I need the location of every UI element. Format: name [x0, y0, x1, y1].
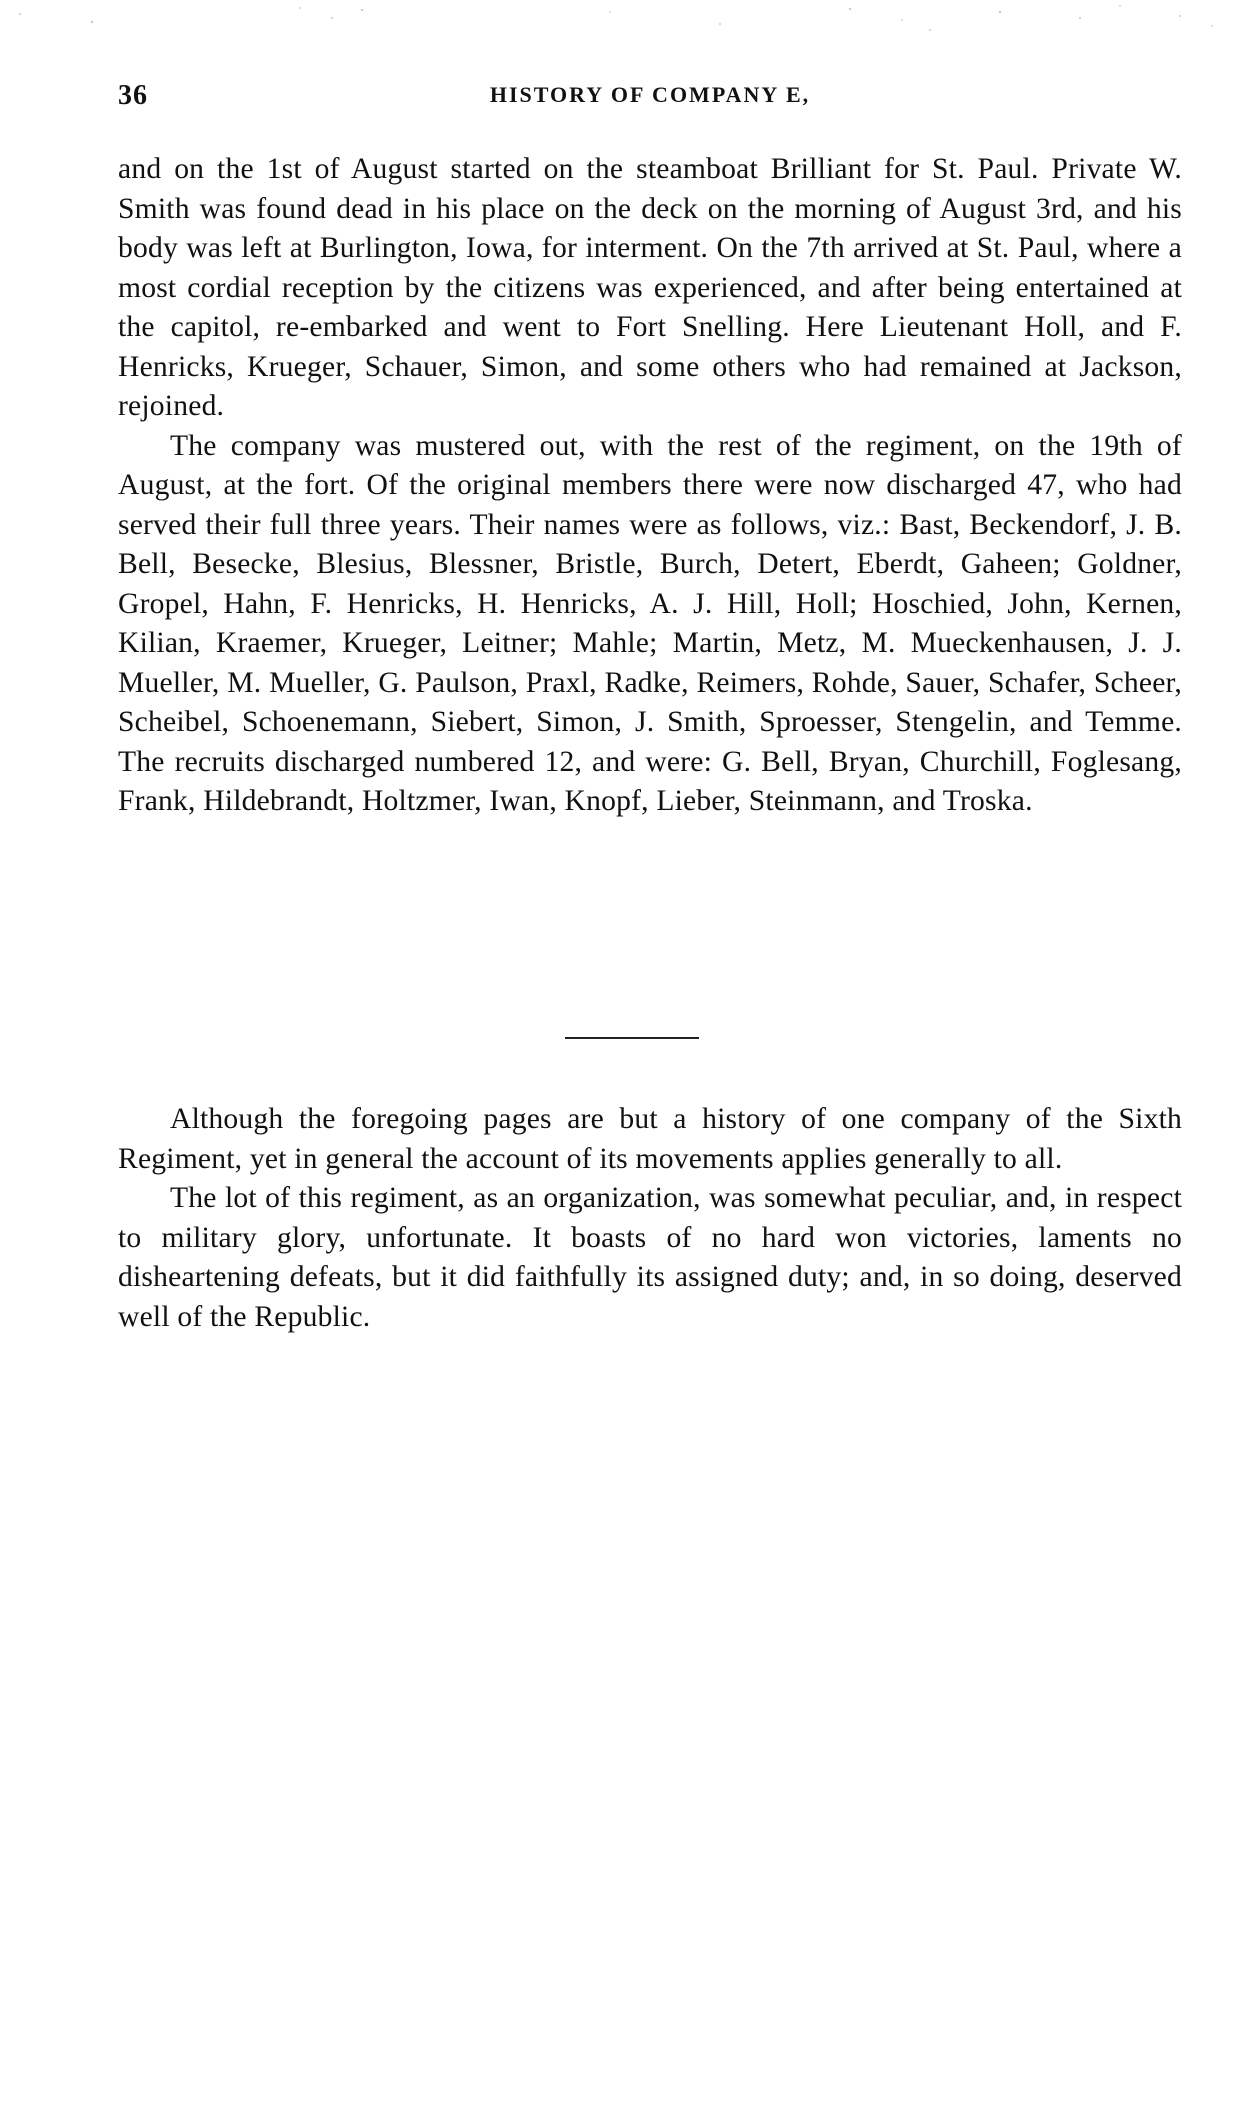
running-title: HISTORY OF COMPANY E,	[489, 82, 811, 107]
page-number: 36	[118, 80, 148, 111]
paragraph: and on the 1st of August started on the steamboat Brilliant for St. Paul. Private W. Smith was found dead in his place on the deck on the morning of August 3rd, and his body was left at Burlington, Iowa, for interment. On the 7th arrived at St. Paul, where a most cordial reception by the citizens was experienced, and after being entertained at the capitol, re-embarked and went to Fort Snelling. Here Lieutenant Holl, and F. Henricks, Krueger, Schauer, Simon, and some others who had remained at Jackson, rejoined.	[118, 153, 1182, 422]
paragraph: The lot of this regiment, as an organization, was somewhat peculiar, and, in respect to military glory, unfortunate. It boasts of no hard won victories, laments no disheartening defeats, but it did faithfully its assigned duty; and, in so doing, deserved well of the Republic.	[118, 1182, 1182, 1333]
section-divider	[565, 1037, 699, 1039]
paragraph: Although the foregoing pages are but a history of one company of the Sixth Regiment, yet in general the account of its movements applies generally to all.	[118, 1103, 1182, 1175]
text-block-bottom	[118, 1100, 1182, 1337]
text-block-top	[118, 150, 1182, 822]
paragraph: The company was mustered out, with the rest of the regiment, on the 19th of August, at the fort. Of the original members there were now discharged 47, who had served their full three years. Their names were as follows, viz.: Bast, Beckendorf, J. B. Bell, Besecke, Blesius, Blessner, Bristle, Burch, Detert, Eberdt, Gaheen; Goldner, Gropel, Hahn, F. Henricks, H. Henricks, A. J. Hill, Holl; Hoschied, John, Kernen, Kilian, Kraemer, Krueger, Leitner; Mahle; Martin, Metz, M. Mueckenhausen, J. J. Mueller, M. Mueller, G. Paulson, Praxl, Radke, Reimers, Rohde, Sauer, Schafer, Scheer, Scheibel, Schoenemann, Siebert, Simon, J. Smith, Sproesser, Stengelin, and Temme. The recruits discharged numbered 12, and were: G. Bell, Bryan, Churchill, Foglesang, Frank, Hildebrandt, Holtzmer, Iwan, Knopf, Lieber, Steinmann, and Troska.	[118, 429, 1182, 817]
running-head	[118, 80, 1182, 116]
scan-noise-decoration	[0, 0, 1250, 60]
